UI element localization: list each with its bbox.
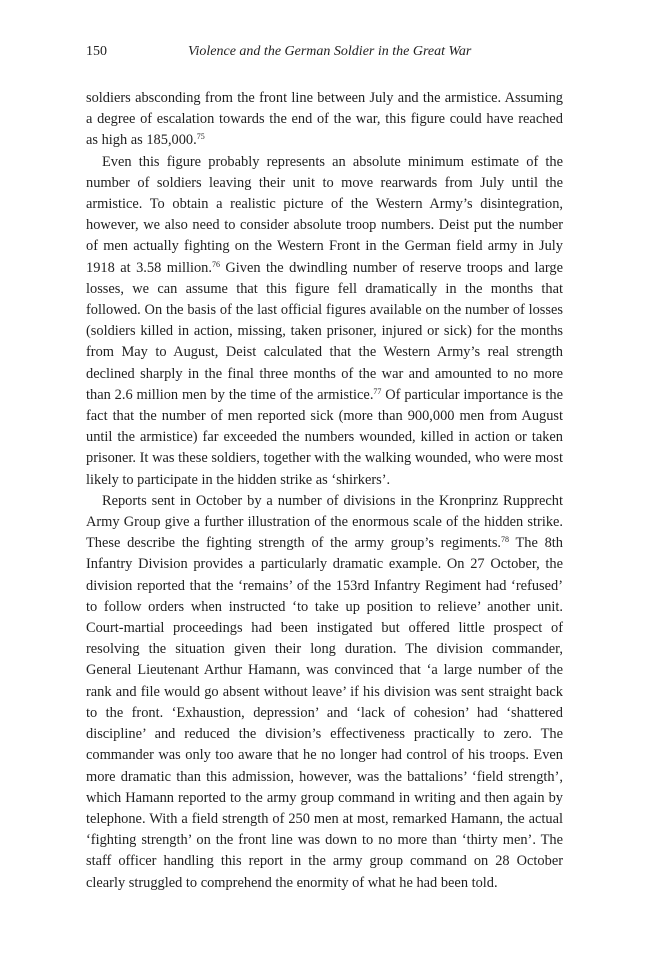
running-head: Violence and the German Soldier in the Great War	[188, 44, 472, 59]
paragraph	[86, 152, 563, 491]
footnote-marker: 75	[196, 132, 205, 142]
paragraph	[86, 88, 563, 152]
footnote-marker: 77	[373, 386, 382, 396]
text-segment: The 8th Infantry Division provides a particularly dramatic example. On 27 October, the division reported that the ‘remains’ of the 153rd Infantry Regiment had ‘refused’ to follow orders when instructed ‘to take up position to relieve’ another unit. Court-martial proceedings had been instigated but offered little prospect of resolving the situation given their long duration. The division commander, General Lieutenant Arthur Hamann, was convinced that ‘a large number of the rank and file would go absent without leave’ if his division was sent straight back to the front. ‘Exhaustion, depression’ and ‘lack of cohesion’ had ‘shattered discipline’ and reduced the division’s effectiveness practically to zero. The commander was only too aware that he no longer had control of his troops. Even more dramatic than this admission, however, was the battalions’ ‘field strength’, which Hamann reported to the army group command in writing and then again by telephone. With a field strength of 250 men at most, remarked Hamann, the actual ‘fighting strength’ on the front line was down to no more than ‘thirty men’. The staff officer handling this report in the army group command on 28 October clearly struggled to comprehend the enormity of what he had been told.	[86, 535, 563, 891]
text-segment: Given the dwindling number of reserve troops and large losses, we can assume that this figure fell dramatically in the months that followed. On the basis of the last official figures available on the number of losses (soldiers killed in action, missing, taken prisoner, injured or sick) for the months from May to August, Deist calculated that the Western Army’s real strength declined sharply in the final three months of the war and amounted to no more than 2.6 million men by the time of the armistice.	[86, 259, 563, 403]
footnote-marker: 78	[501, 535, 510, 545]
text-segment: Of particular importance is the fact that the number of men reported sick (more than 900,000 men from August until the armistice) far exceeded the numbers wounded, killed in action or taken prisoner. It was these soldiers, together with the walking wounded, who were most likely to participate in the hidden strike as ‘shirkers’.	[86, 386, 564, 488]
text-segment: Reports sent in October by a number of divisions in the Kronprinz Rupprecht Army Group give a further illustration of the enormous scale of the hidden strike. These describe the fighting strength of the army group’s regiments.	[86, 492, 563, 552]
body-text	[86, 88, 563, 894]
page-header	[86, 44, 563, 64]
text-segment: Even this figure probably represents an absolute minimum estimate of the number of soldiers leaving their unit to move rearwards from July until the armistice. To obtain a realistic picture of the Western Army’s disintegration, however, we also need to consider absolute troop numbers. Deist put the number of men actually fighting on the Western Front in the German field army in July 1918 at 3.58 million.	[86, 153, 563, 276]
footnote-marker: 76	[211, 259, 220, 269]
paragraph	[86, 491, 563, 894]
page-number: 150	[86, 44, 107, 59]
text-segment: soldiers absconding from the front line between July and the armistice. Assuming a degree of escalation towards the end of the war, this figure could have reached as high as 185,000.	[86, 90, 563, 149]
